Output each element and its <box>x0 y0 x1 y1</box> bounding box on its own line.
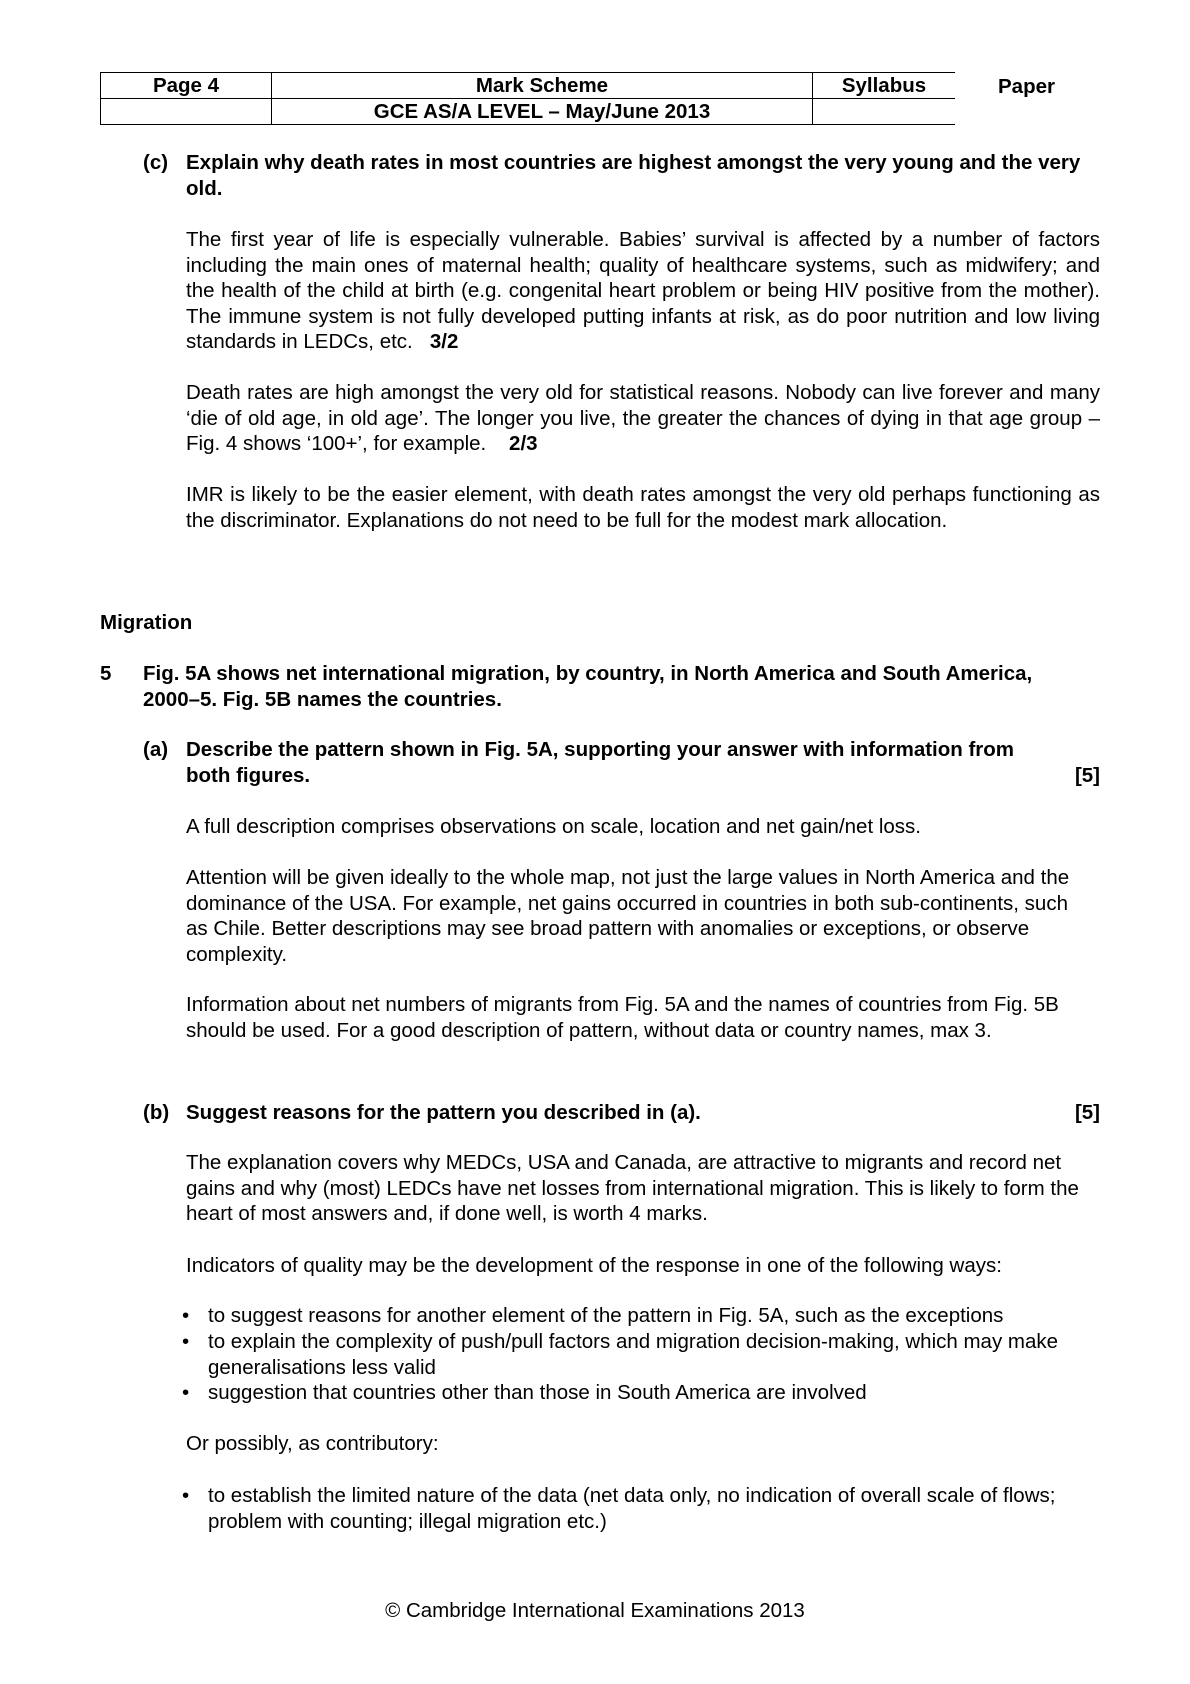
q5-stem: Fig. 5A shows net international migration, by country, in North America and South America, 2000–5. Fig. 5B names the countries. <box>143 662 1033 711</box>
q5a-marks: [5] <box>1074 763 1100 787</box>
q4c-label: (c) <box>143 151 169 174</box>
header-table <box>100 72 955 125</box>
bullet-icon: • <box>182 1304 190 1327</box>
q5a-paragraph-3: Information about net numbers of migrants from Fig. 5A and the names of countries from Fig. 5B should be used. For a good description of pattern, without data or country names, max 3. <box>186 993 1059 1042</box>
q5a-question: Describe the pattern shown in Fig. 5A, supporting your answer with information from both figures. <box>186 738 1015 787</box>
bullet-icon: • <box>182 1484 190 1507</box>
q5a-paragraph-1: A full description comprises observations on scale, location and net gain/net loss. <box>186 815 921 838</box>
q5a-question-block <box>186 737 1100 788</box>
q5b-paragraph-3: Or possibly, as contributory: <box>186 1432 439 1455</box>
header-empty-cell <box>101 99 272 125</box>
q5a-label: (a) <box>143 738 169 761</box>
section-heading: Migration <box>100 611 193 634</box>
q5-number: 5 <box>100 662 112 685</box>
paper-label: Paper <box>998 75 1055 98</box>
footer-copyright: © Cambridge International Examinations 2013 <box>385 1599 805 1622</box>
q5b-label: (b) <box>143 1101 170 1124</box>
q4c-paragraph-3: IMR is likely to be the easier element, with death rates amongst the very old perhaps functioning as the discriminator. Explanations do not need to be full for the modest mark allocation. <box>186 483 1100 532</box>
q5b-question-block <box>186 1100 1100 1126</box>
page-number: Page 4 <box>101 73 272 99</box>
q4c-mark-1: 3/2 <box>429 330 459 353</box>
header-subtitle: GCE AS/A LEVEL – May/June 2013 <box>272 99 813 125</box>
q5b-paragraph-2: Indicators of quality may be the development of the response in one of the following ways: <box>186 1254 1002 1277</box>
q5b-marks: [5] <box>1074 1101 1100 1124</box>
q4c-paragraph-2: Death rates are high amongst the very old for statistical reasons. Nobody can live forever and many ‘die of old age, in old age’. The longer you live, the greater the chances of dying in that age group – Fig. 4 shows ‘100+’, for example. 2/3 <box>186 381 1100 455</box>
bullet-icon: • <box>182 1330 190 1353</box>
header-title: Mark Scheme <box>272 73 813 99</box>
q5b-paragraph-1: The explanation covers why MEDCs, USA and Canada, are attractive to migrants and record net gains and why (most) LEDCs have net losses from international migration. This is likely to form the heart of most answers and, if done well, is worth 4 marks. <box>186 1151 1079 1225</box>
q4c-question: Explain why death rates in most countries are highest amongst the very young and the very old. <box>186 151 1081 200</box>
header-empty-cell <box>813 99 956 125</box>
syllabus-label: Syllabus <box>813 73 956 99</box>
bullet-icon: • <box>182 1381 190 1404</box>
q5a-paragraph-2: Attention will be given ideally to the whole map, not just the large values in North America and the dominance of the USA. For example, net gains occurred in countries in both sub-continents, such as Chile. Better descriptions may see broad pattern with anomalies or exceptions, or observe complexity. <box>186 866 1070 966</box>
q4c-paragraph-1: The first year of life is especially vulnerable. Babies’ survival is affected by a number of factors including the main ones of maternal health; quality of healthcare systems, such as midwifery; and the health of the child at birth (e.g. congenital heart problem or being HIV positive from the mother). The immune system is not fully developed putting infants at risk, as do poor nutrition and low living standards in LEDCs, etc. 3/2 <box>186 228 1100 353</box>
q5b-question: Suggest reasons for the pattern you described in (a). <box>186 1101 701 1124</box>
q4c-mark-2: 2/3 <box>509 432 538 455</box>
